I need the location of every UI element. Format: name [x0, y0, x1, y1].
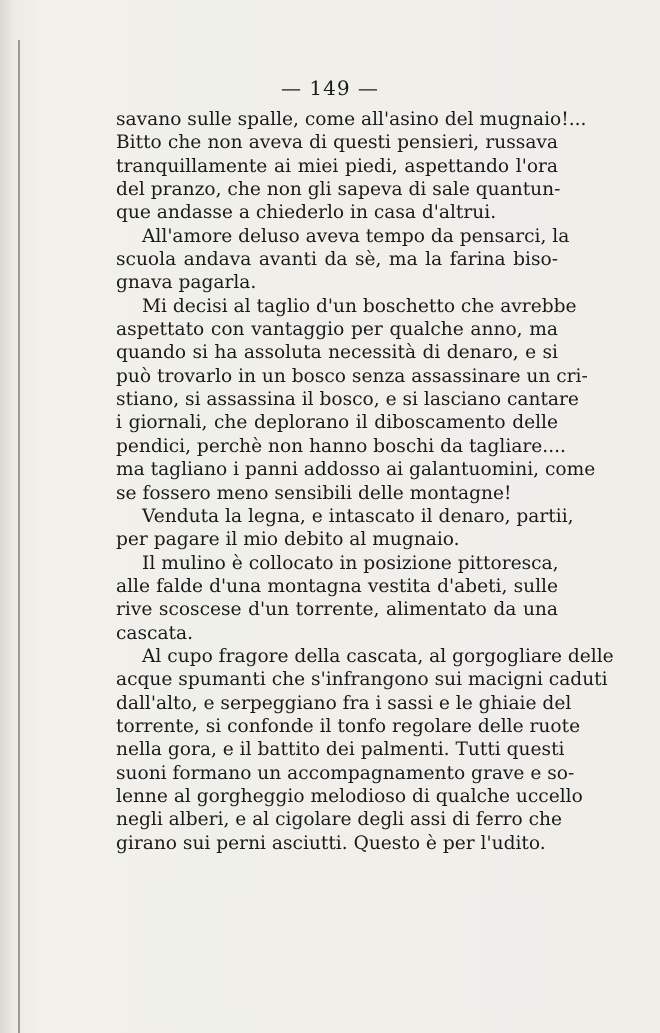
text-line: stiano, si assassina il bosco, e si lasciano cantare: [116, 389, 579, 411]
text-line: Mi decisi al taglio d'un boschetto che avrebbe: [142, 295, 577, 317]
text-line: se fossero meno sensibili delle montagne!: [116, 482, 512, 504]
text-line: suoni formano un accompagnamento grave e so-: [116, 762, 575, 784]
paragraph: [116, 225, 570, 295]
text-line: può trovarlo in un bosco senza assassinare un cri-: [116, 365, 588, 387]
text-line: rive scoscese d'un torrente, alimentato da una: [116, 599, 558, 621]
paragraph: [116, 645, 614, 855]
page-number: — 149 —: [281, 76, 379, 100]
text-line: Venduta la legna, e intascato il denaro, partii,: [142, 505, 574, 527]
paragraph: [116, 505, 574, 552]
text-line: All'amore deluso aveva tempo da pensarci, la: [142, 225, 570, 247]
text-line: lenne al gorgheggio melodioso di qualche uccello: [116, 785, 583, 807]
text-line: que andasse a chiederlo in casa d'altrui.: [116, 202, 497, 224]
text-line: i giornali, che deplorano il diboscamento delle: [116, 412, 558, 434]
text-line: ma tagliano i panni addosso ai galantuomini, come: [116, 459, 596, 481]
text-line: gnava pagarla.: [116, 272, 257, 294]
text-line: tranquillamente ai miei piedi, aspettando l'ora: [116, 155, 558, 177]
text-line: Il mulino è collocato in posizione pittoresca,: [142, 552, 559, 574]
text-line: pendici, perchè non hanno boschi da tagliare....: [116, 435, 566, 457]
text-line: savano sulle spalle, come all'asino del mugnaio!...: [116, 109, 587, 130]
text-line: dall'alto, e serpeggiano fra i sassi e le ghiaie del: [116, 692, 572, 714]
text-line: nella gora, e il battito dei palmenti. Tutti questi: [116, 739, 565, 761]
text-line: scuola andava avanti da sè, ma la farina biso-: [116, 249, 558, 271]
paragraph: [116, 108, 587, 225]
text-line: cascata.: [116, 622, 194, 644]
body-text: [116, 108, 614, 855]
binding-gutter-line: [18, 40, 20, 1033]
text-line: acque spumanti che s'infrangono sui macigni caduti: [116, 669, 608, 691]
text-line: quando si ha assoluta necessità di denaro, e si: [116, 342, 558, 364]
text-line: girano sui perni asciutti. Questo è per l'udito.: [116, 832, 546, 854]
text-line: Bitto che non aveva di questi pensieri, russava: [116, 132, 558, 154]
text-line: torrente, si confonde il tonfo regolare delle ruote: [116, 715, 581, 737]
text-line: per pagare il mio debito al mugnaio.: [116, 529, 460, 551]
text-line: negli alberi, e al cigolare degli assi di ferro che: [116, 809, 562, 831]
text-line: del pranzo, che non gli sapeva di sale quantun-: [116, 179, 561, 201]
text-line: alle falde d'una montagna vestita d'abeti, sulle: [116, 575, 558, 597]
text-line: aspettato con vantaggio per qualche anno, ma: [116, 319, 558, 341]
paragraph: [116, 295, 596, 505]
text-line: Al cupo fragore della cascata, al gorgogliare delle: [142, 645, 614, 667]
paragraph: [116, 552, 558, 645]
